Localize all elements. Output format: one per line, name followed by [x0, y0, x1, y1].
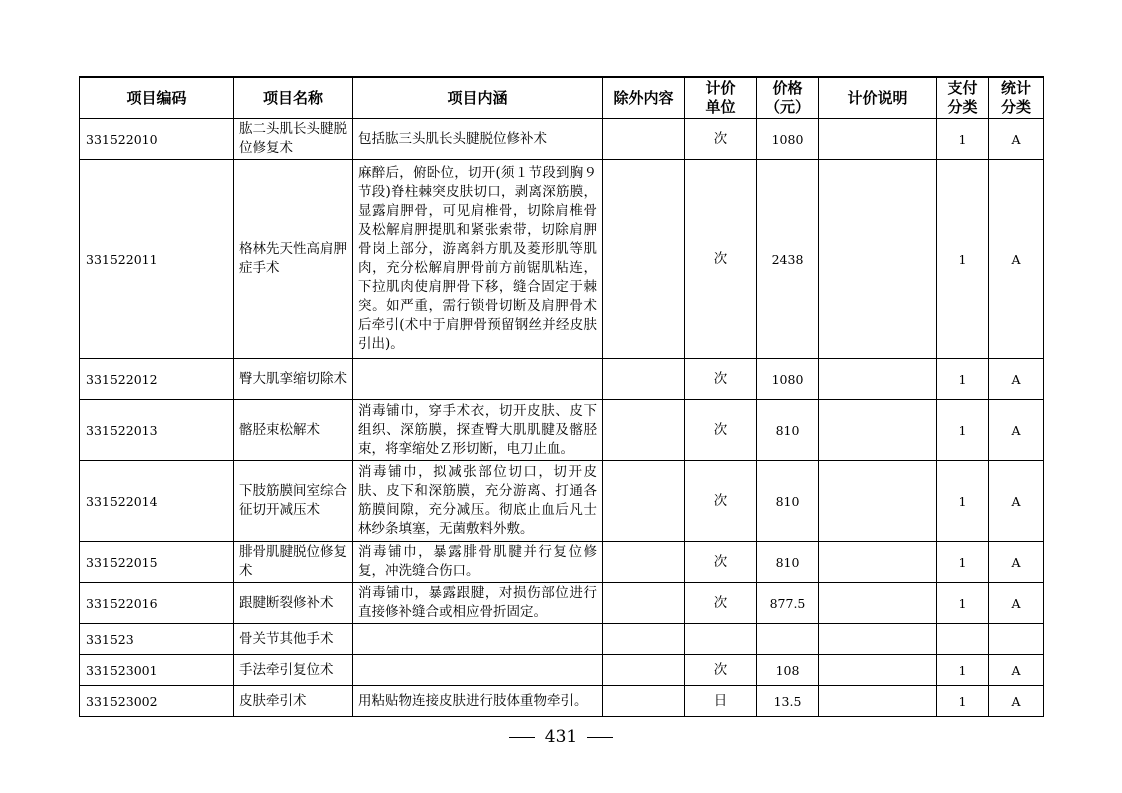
cell-code: 331522010 — [80, 119, 234, 160]
cell-pay: 1 — [937, 655, 989, 686]
cell-unit: 次 — [685, 655, 757, 686]
cell-name: 髂胫束松解术 — [234, 400, 353, 461]
cell-stat: A — [989, 655, 1044, 686]
header-price-line1: 价格 — [772, 79, 803, 97]
header-price — [757, 77, 819, 119]
header-row — [80, 77, 1044, 119]
cell-name: 皮肤牵引术 — [234, 686, 353, 717]
header-unit — [685, 77, 757, 119]
cell-stat: A — [989, 686, 1044, 717]
cell-note — [819, 583, 937, 624]
cell-pay: 1 — [937, 542, 989, 583]
cell-pay — [937, 624, 989, 655]
cell-content — [353, 624, 603, 655]
cell-unit: 次 — [685, 160, 757, 359]
header-stat — [989, 77, 1044, 119]
cell-pay: 1 — [937, 583, 989, 624]
cell-code: 331522013 — [80, 400, 234, 461]
cell-unit: 次 — [685, 359, 757, 400]
cell-name: 下肢筋膜间室综合征切开减压术 — [234, 461, 353, 542]
cell-code: 331523 — [80, 624, 234, 655]
page-number-value: 431 — [544, 727, 578, 747]
cell-pay: 1 — [937, 461, 989, 542]
cell-pay: 1 — [937, 160, 989, 359]
cell-excluded — [603, 359, 685, 400]
cell-stat: A — [989, 461, 1044, 542]
cell-price: 810 — [757, 542, 819, 583]
header-note: 计价说明 — [819, 77, 937, 119]
cell-excluded — [603, 160, 685, 359]
cell-code: 331522015 — [80, 542, 234, 583]
cell-pay: 1 — [937, 686, 989, 717]
cell-excluded — [603, 400, 685, 461]
header-stat-line2: 分类 — [1000, 98, 1031, 116]
cell-note — [819, 542, 937, 583]
cell-content — [353, 655, 603, 686]
header-excluded: 除外内容 — [603, 77, 685, 119]
table-row — [80, 655, 1044, 686]
cell-stat: A — [989, 583, 1044, 624]
table-row — [80, 542, 1044, 583]
table-row — [80, 400, 1044, 461]
cell-price: 1080 — [757, 359, 819, 400]
cell-content: 麻醉后，俯卧位，切开(须１节段到胸９节段)脊柱棘突皮肤切口，剥离深筋膜，显露肩胛骨，可见肩椎骨，切除肩椎骨及松解肩胛提肌和紧张索带，切除肩胛骨岗上部分，游离斜方肌及菱形肌等肌肉，充分松解肩胛骨前方前锯肌粘连，下拉肌肉使肩胛骨下移，缝合固定于棘突。如严重，需行锁骨切断及肩胛骨术后牵引(术中于肩胛骨预留钢丝并经皮肤引出)。 — [353, 160, 603, 359]
cell-excluded — [603, 461, 685, 542]
cell-stat: A — [989, 542, 1044, 583]
header-pay-line2: 分类 — [947, 98, 978, 116]
cell-pay: 1 — [937, 400, 989, 461]
cell-stat — [989, 624, 1044, 655]
cell-code: 331522014 — [80, 461, 234, 542]
cell-code: 331523002 — [80, 686, 234, 717]
header-pay-line1: 支付 — [947, 79, 978, 97]
table-row — [80, 119, 1044, 160]
cell-name: 肱二头肌长头腱脱位修复术 — [234, 119, 353, 160]
table-row — [80, 624, 1044, 655]
cell-price — [757, 624, 819, 655]
cell-note — [819, 655, 937, 686]
cell-name: 臀大肌挛缩切除术 — [234, 359, 353, 400]
cell-unit: 次 — [685, 542, 757, 583]
cell-note — [819, 359, 937, 400]
cell-stat: A — [989, 359, 1044, 400]
header-code: 项目编码 — [80, 77, 234, 119]
header-pay — [937, 77, 989, 119]
cell-excluded — [603, 686, 685, 717]
header-content: 项目内涵 — [353, 77, 603, 119]
cell-excluded — [603, 655, 685, 686]
price-table — [79, 76, 1044, 717]
cell-price: 13.5 — [757, 686, 819, 717]
cell-name: 格林先天性高肩胛症手术 — [234, 160, 353, 359]
cell-unit: 次 — [685, 461, 757, 542]
cell-note — [819, 400, 937, 461]
cell-price: 1080 — [757, 119, 819, 160]
cell-note — [819, 686, 937, 717]
cell-stat: A — [989, 400, 1044, 461]
cell-pay: 1 — [937, 359, 989, 400]
cell-note — [819, 461, 937, 542]
cell-excluded — [603, 119, 685, 160]
cell-name: 跟腱断裂修补术 — [234, 583, 353, 624]
page-number-dash-left — [509, 737, 535, 738]
cell-unit: 次 — [685, 119, 757, 160]
cell-pay: 1 — [937, 119, 989, 160]
cell-content — [353, 359, 603, 400]
cell-content: 消毒铺巾，拟减张部位切口，切开皮肤、皮下和深筋膜，充分游离、打通各筋膜间隙，充分减压。彻底止血后凡士林纱条填塞，无菌敷料外敷。 — [353, 461, 603, 542]
cell-content: 消毒铺巾，暴露腓骨肌腱并行复位修复，冲洗缝合伤口。 — [353, 542, 603, 583]
header-stat-line1: 统计 — [1000, 79, 1031, 97]
cell-name: 骨关节其他手术 — [234, 624, 353, 655]
cell-unit: 次 — [685, 583, 757, 624]
cell-price: 810 — [757, 461, 819, 542]
cell-content: 消毒铺巾，穿手术衣，切开皮肤、皮下组织、深筋膜，探查臀大肌肌腱及髂胫束，将挛缩处Ｚ形切断，电刀止血。 — [353, 400, 603, 461]
cell-excluded — [603, 542, 685, 583]
cell-excluded — [603, 624, 685, 655]
cell-code: 331522012 — [80, 359, 234, 400]
cell-name: 腓骨肌腱脱位修复术 — [234, 542, 353, 583]
header-unit-line2: 单位 — [705, 98, 736, 116]
cell-content: 用粘贴物连接皮肤进行肢体重物牵引。 — [353, 686, 603, 717]
cell-unit: 日 — [685, 686, 757, 717]
header-name: 项目名称 — [234, 77, 353, 119]
page-number-dash-right — [587, 737, 613, 738]
header-unit-line1: 计价 — [705, 79, 736, 97]
cell-price: 2438 — [757, 160, 819, 359]
table-row — [80, 160, 1044, 359]
cell-note — [819, 160, 937, 359]
cell-stat: A — [989, 119, 1044, 160]
cell-price: 877.5 — [757, 583, 819, 624]
cell-price: 108 — [757, 655, 819, 686]
cell-stat: A — [989, 160, 1044, 359]
cell-name: 手法牵引复位术 — [234, 655, 353, 686]
cell-content: 包括肱三头肌长头腱脱位修补术 — [353, 119, 603, 160]
cell-unit — [685, 624, 757, 655]
cell-excluded — [603, 583, 685, 624]
cell-note — [819, 624, 937, 655]
cell-unit: 次 — [685, 400, 757, 461]
page-number — [0, 727, 1122, 747]
cell-note — [819, 119, 937, 160]
table-row — [80, 359, 1044, 400]
table-row — [80, 583, 1044, 624]
cell-content: 消毒铺巾，暴露跟腱，对损伤部位进行直接修补缝合或相应骨折固定。 — [353, 583, 603, 624]
table-row — [80, 686, 1044, 717]
header-price-line2: （元） — [764, 98, 810, 116]
cell-code: 331522016 — [80, 583, 234, 624]
table-row — [80, 461, 1044, 542]
cell-price: 810 — [757, 400, 819, 461]
cell-code: 331523001 — [80, 655, 234, 686]
cell-code: 331522011 — [80, 160, 234, 359]
